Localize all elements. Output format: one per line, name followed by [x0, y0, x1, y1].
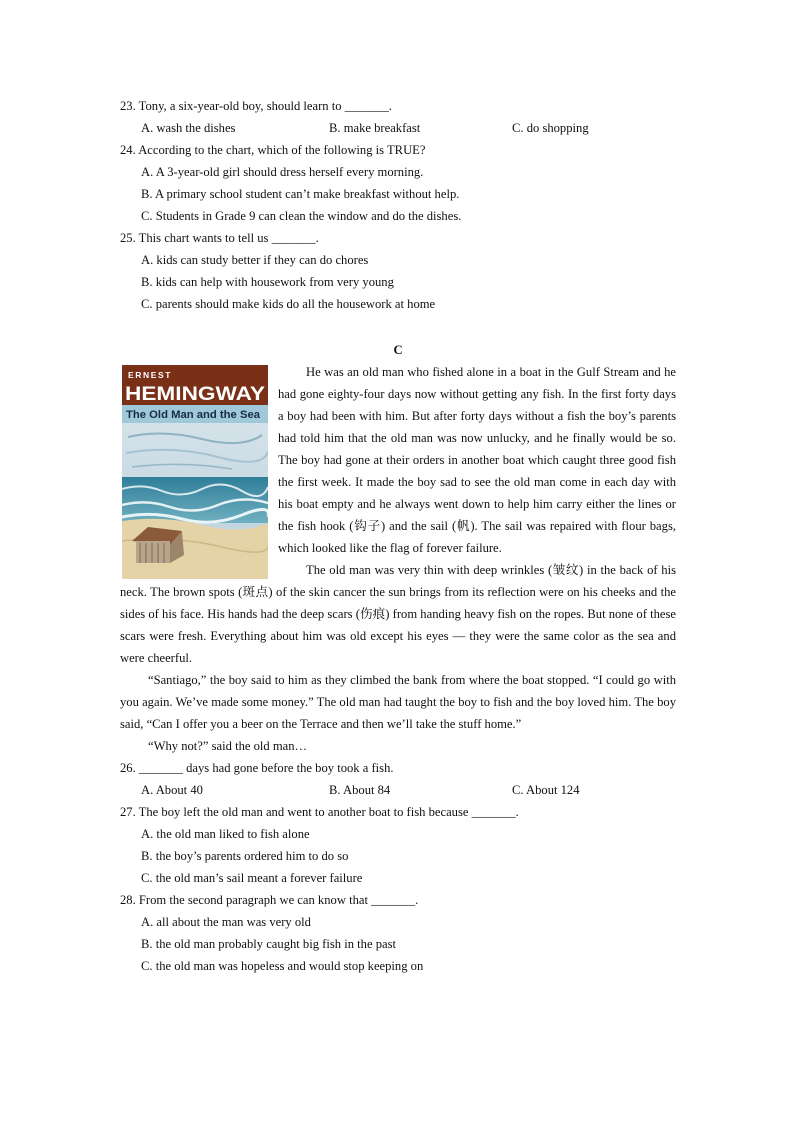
- question-26-stem: 26. _______ days had gone before the boy took a fish.: [120, 761, 394, 775]
- option-24-b: B. A primary school student can’t make breakfast without help.: [141, 187, 460, 201]
- option-27-c: C. the old man’s sail meant a forever failure: [141, 871, 363, 885]
- option-24-a: A. A 3-year-old girl should dress herself every morning.: [141, 165, 424, 179]
- cover-book-title: The Old Man and the Sea: [126, 409, 261, 421]
- option-27-b: B. the boy’s parents ordered him to do so: [141, 849, 349, 863]
- question-26-options: [141, 779, 676, 801]
- option-26-c: C. About 124: [512, 783, 580, 797]
- option-27-a: A. the old man liked to fish alone: [141, 827, 310, 841]
- option-26-a: A. About 40: [141, 783, 203, 797]
- question-25-stem: 25. This chart wants to tell us _______.: [120, 231, 319, 245]
- option-26-b: B. About 84: [329, 783, 391, 797]
- option-23-a: A. wash the dishes: [141, 121, 236, 135]
- section-title: C: [393, 343, 403, 357]
- question-23-options: [141, 117, 676, 139]
- question-28-stem: 28. From the second paragraph we can know that _______.: [120, 893, 419, 907]
- passage-paragraph-2: The old man was very thin with deep wrinkles (皱纹) in the back of his neck. The brown spots (斑点) of the skin cancer the sun brings from its reflection were on his cheeks and the sides of his face. His hands had the deep scars (伤痕) from handing heavy fish on the ropes. But none of these scars were fresh. Everything about him was old except his eyes — they were the same color as the sea and were cheerful.: [120, 563, 676, 665]
- cover-author-first: ERNEST: [128, 370, 173, 380]
- option-28-a: A. all about the man was very old: [141, 915, 311, 929]
- worksheet-page: [120, 95, 676, 977]
- book-cover-image: [122, 365, 268, 579]
- book-cover-illustration: [122, 365, 268, 579]
- cover-author-last: HEMINGWAY: [125, 383, 265, 405]
- passage-paragraph-3: “Santiago,” the boy said to him as they climbed the bank from where the boat stopped. “I could go with you again. We’ve made some money.” The old man had taught the boy to fish and the boy loved him. The boy said, “Can I offer you a beer on the Terrace and then we’ll take the stuff home.”: [120, 673, 676, 731]
- option-28-c: C. the old man was hopeless and would stop keeping on: [141, 959, 424, 973]
- option-28-b: B. the old man probably caught big fish in the past: [141, 937, 396, 951]
- option-23-c: C. do shopping: [512, 121, 589, 135]
- question-23-stem: 23. Tony, a six-year-old boy, should learn to _______.: [120, 99, 392, 113]
- option-25-c: C. parents should make kids do all the housework at home: [141, 297, 436, 311]
- option-25-a: A. kids can study better if they can do chores: [141, 253, 369, 267]
- question-27-stem: 27. The boy left the old man and went to another boat to fish because _______.: [120, 805, 519, 819]
- question-24-stem: 24. According to the chart, which of the following is TRUE?: [120, 143, 426, 157]
- passage-paragraph-1: He was an old man who fished alone in a boat in the Gulf Stream and he had gone eighty-four days now without getting any fish. In the first forty days a boy had been with him. But after forty days without a fish the boy’s parents had told him that the old man was now unlucky, and he finally would be so. The boy had gone at their orders in another boat which caught three good fish the first week. It made the boy sad to see the old man come in each day with his boat empty and he always went down to help him carry either the lines or the fish hook (钩子) and the sail (帆). The sail was repaired with flour bags, which looked like the flag of forever failure.: [278, 365, 676, 555]
- option-25-b: B. kids can help with housework from very young: [141, 275, 394, 289]
- passage-paragraph-4: “Why not?” said the old man…: [148, 739, 308, 753]
- option-24-c: C. Students in Grade 9 can clean the window and do the dishes.: [141, 209, 462, 223]
- option-23-b: B. make breakfast: [329, 121, 421, 135]
